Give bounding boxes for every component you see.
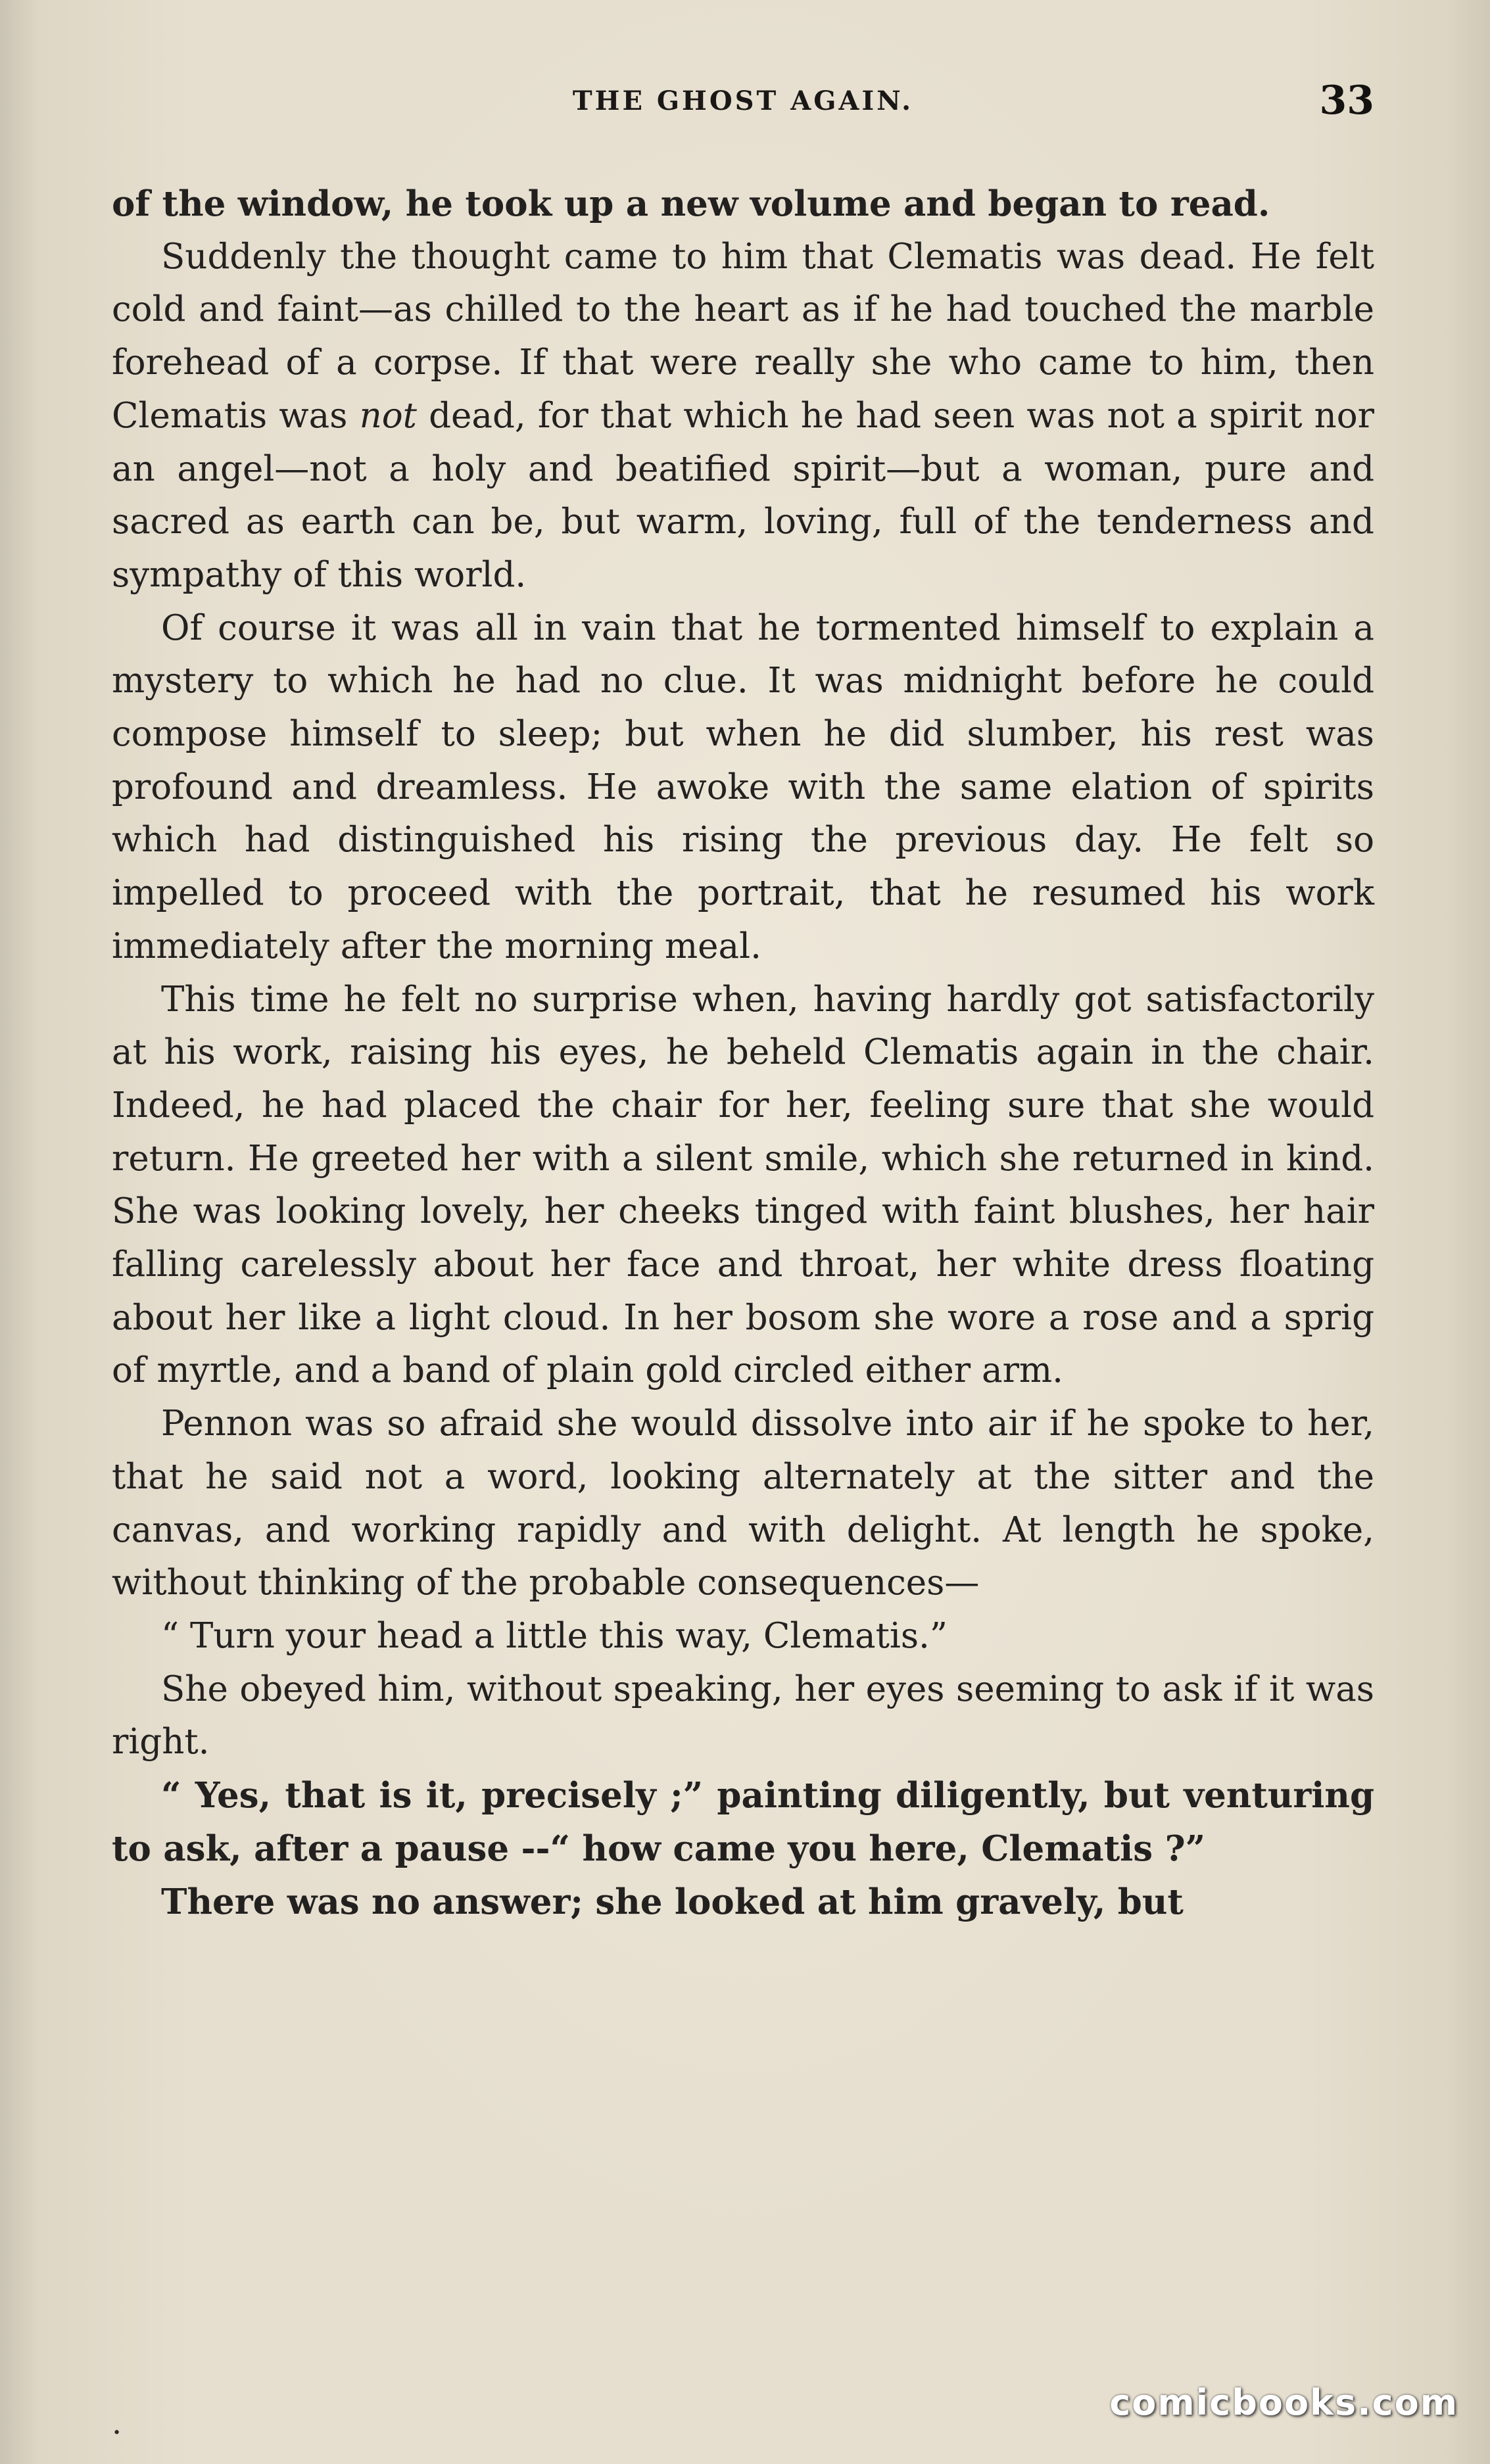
- page-edge-mark: ·: [112, 2414, 122, 2451]
- paragraph-6: “ Turn your head a little this way, Clematis.”: [161, 1615, 948, 1656]
- watermark: comicbooks.com: [1109, 2382, 1458, 2423]
- paragraph-8: “ Yes, that is it, precisely ;” painting diligently, but venturing to ask, after a pause --“ how came you here, Clematis ?”: [112, 1775, 1374, 1869]
- body-text: [112, 178, 1374, 1928]
- paragraph-2-emphasis: not: [359, 395, 417, 436]
- paragraph-4: This time he felt no surprise when, having hardly got satisfactorily at his work, raising his eyes, he beheld Clematis again in the chair. Indeed, he had placed the chair for her, feeling sure that she would return. He greeted her with a silent smile, which she returned in kind. She was looking lovely, her cheeks tinged with faint blushes, her hair falling carelessly about her face and throat, her white dress floating about her like a light cloud. In her bosom she wore a rose and a sprig of myrtle, and a band of plain gold circled either arm.: [112, 979, 1374, 1391]
- page-number: 33: [1319, 78, 1374, 124]
- paragraph-2: [112, 231, 1374, 602]
- paragraph-2-part-2: dead, for that which he had seen was not a spirit nor an angel—not a holy and beatified spirit—but a woman, pure and sacred as earth can be, but warm, loving, full of the tenderness and sympathy of this world.: [112, 395, 1375, 595]
- paragraph-3: Of course it was all in vain that he tormented himself to explain a mystery to which he had no clue. It was midnight before he could compose himself to sleep; but when he did slumber, his rest was profound and dreamless. He awoke with the same elation of spirits which had distinguished his rising the previous day. He felt so impelled to proceed with the portrait, that he resumed his work immediately after the morning meal.: [112, 607, 1374, 966]
- paragraph-9: There was no answer; she looked at him gravely, but: [161, 1881, 1184, 1922]
- paragraph-1: of the window, he took up a new volume and began to read.: [112, 183, 1270, 224]
- paragraph-5: Pennon was so afraid she would dissolve into air if he spoke to her, that he said not a word, looking alternately at the sitter and the canvas, and working rapidly and with delight. At length he spoke, without thinking of the probable consequences—: [112, 1404, 1374, 1603]
- running-title: THE GHOST AGAIN.: [572, 85, 914, 116]
- paragraph-7: She obeyed him, without speaking, her eyes seeming to ask if it was right.: [112, 1669, 1374, 1763]
- paragraph-2-part-1: Suddenly the thought came to him that Clematis was dead. He felt cold and faint—as chilled to the heart as if he had touched the marble forehead of a corpse. If that were really she who came to him, then Clematis was: [112, 236, 1374, 436]
- running-head: [112, 78, 1374, 130]
